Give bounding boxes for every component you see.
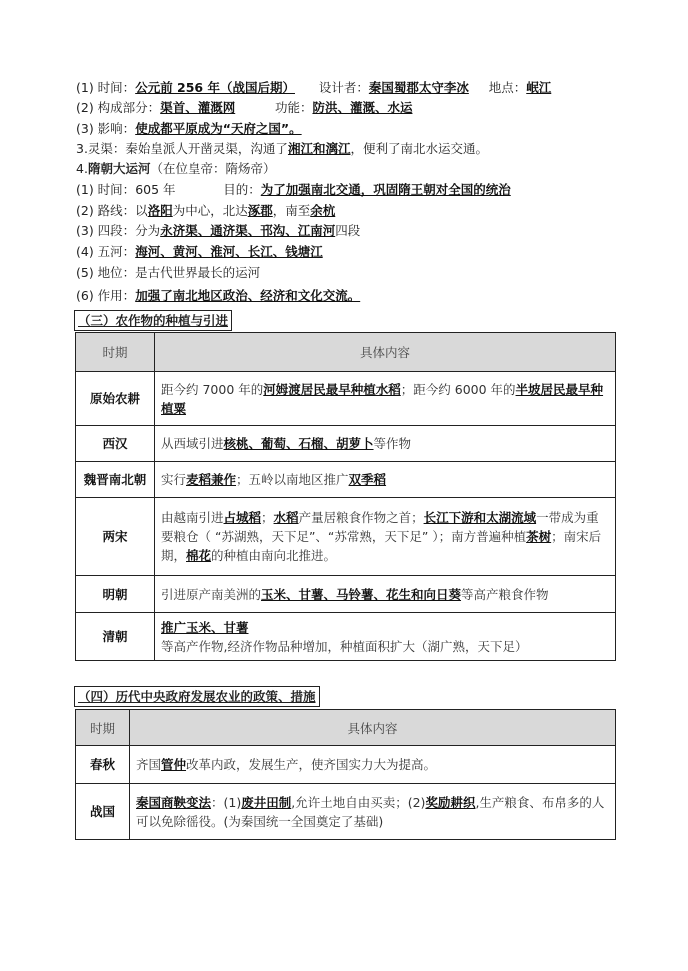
table-row (76, 426, 616, 462)
table-row (76, 746, 616, 784)
label-time: (1) 时间： (76, 80, 136, 95)
answer-north: 涿郡 (247, 203, 273, 218)
cell-text: 等高产粮食作物 (461, 586, 549, 602)
col-period: 时期 (76, 333, 155, 372)
cell-key: 奖励耕织 (425, 794, 476, 810)
answer-time: 公元前 256 年（战国后期） (135, 80, 295, 95)
cell-key: 茶树 (526, 529, 552, 544)
section-3-heading: （三）农作物的种植与引进 (74, 310, 232, 331)
label-location: 地点： (488, 80, 527, 95)
cell-key: 废井田制 (241, 794, 292, 810)
section-4-heading: （四）历代中央政府发展农业的政策、措施 (74, 686, 320, 707)
cell-text: 齐国 (136, 757, 162, 772)
item-number: 4. (76, 161, 88, 176)
cell-key: 推广玉米、甘薯 (161, 619, 249, 635)
period-cell: 西汉 (76, 426, 155, 462)
cell-key: 管仲 (161, 757, 187, 772)
cell-text: ,允许土地自由买卖；(2) (291, 794, 426, 810)
table-row (76, 613, 616, 661)
cell-text: ；五岭以南地区推广 (236, 472, 349, 487)
cell-text: 等高产作物,经济作物品种增加，种植面积扩大（湖广熟，天下足） (161, 638, 528, 654)
content-cell (130, 784, 616, 840)
cell-key: 占城稻 (223, 510, 262, 525)
content-cell (155, 576, 616, 613)
table-row (76, 784, 616, 840)
grand-canal-title: 隋朝大运河 (87, 161, 151, 176)
col-period: 时期 (76, 710, 130, 746)
label-parts: (2) 构成部分： (76, 100, 161, 115)
cell-text: ：(1) (211, 794, 242, 810)
answer-location: 岷江 (526, 80, 552, 95)
table-row (76, 462, 616, 498)
canal-status-line (76, 263, 260, 282)
content-cell (155, 498, 616, 576)
cell-key: 秦国商鞅变法 (136, 794, 212, 810)
cell-text: 距今约 7000 年的 (161, 381, 264, 397)
label-impact: (3) 影响： (76, 121, 136, 136)
answer-year: 605 年 (135, 182, 176, 197)
period-cell: 春秋 (76, 746, 130, 784)
emperor-note: （在位皇帝：隋炀帝） (150, 161, 276, 176)
route-text-3: ，南至 (272, 203, 311, 218)
answer-designer: 秦国蜀郡太守李冰 (368, 80, 469, 95)
cell-text: 产量居粮食作物之首； (298, 510, 424, 525)
col-content: 具体内容 (155, 333, 616, 372)
cell-key: 棉花 (186, 548, 212, 563)
cell-text: ；南宋后期， (161, 529, 602, 563)
canal-sections-line (76, 221, 360, 240)
cell-text: 实行 (161, 472, 187, 487)
content-cell (155, 613, 616, 661)
lingqu-text: 3.灵渠：秦始皇派人开凿灵渠，沟通了 (76, 141, 288, 156)
cell-key: 麦稻兼作 (186, 472, 237, 487)
answer-purpose: 为了加强南北交通，巩固隋王朝对全国的统治 (260, 182, 511, 197)
grand-canal-heading (76, 159, 275, 178)
canal-time-line (76, 180, 511, 199)
route-text: (2) 路线：以 (76, 203, 148, 218)
cell-text: ,生产粮食、布帛多的人可以免除徭役。(为秦国统一全国奠定了基础) (136, 794, 605, 829)
dujiangyan-parts-line (76, 98, 412, 117)
period-cell: 原始农耕 (76, 372, 155, 426)
cell-text: ；距今约 6000 年的 (400, 381, 516, 397)
table-row (76, 498, 616, 576)
rivers-label: (4) 五河： (76, 244, 136, 259)
period-cell: 明朝 (76, 576, 155, 613)
period-cell: 战国 (76, 784, 130, 840)
answer-five-rivers: 海河、黄河、淮河、长江、钱塘江 (135, 244, 323, 259)
canal-effect-line (76, 286, 360, 305)
answer-impact: 使成都平原成为“天府之国”。 (135, 121, 302, 136)
canal-rivers-line (76, 242, 323, 261)
cell-key: 长江下游和太湖流域 (423, 510, 537, 525)
label-function: 功能： (274, 100, 313, 115)
lingqu-text-end: ，便利了南北水运交通。 (350, 141, 488, 156)
answer-south: 余杭 (310, 203, 336, 218)
cell-key: 河姆渡居民最早种植水稻 (263, 381, 401, 397)
dujiangyan-time-line (76, 78, 551, 97)
crops-table (75, 332, 616, 661)
label-designer: 设计者： (318, 80, 369, 95)
cell-key: 半坡居民最早种植粟 (161, 381, 604, 416)
table-row (76, 372, 616, 426)
sections-text-end: 四段 (335, 223, 361, 238)
answer-sections: 永济渠、通济渠、邗沟、江南河 (160, 223, 336, 238)
canal-route-line (76, 201, 335, 220)
cell-key: 水稻 (273, 510, 299, 525)
cell-text: ； (261, 510, 274, 525)
sections-text: (3) 四段：分为 (76, 223, 161, 238)
cell-text: 等作物 (373, 436, 412, 451)
effect-label: (6) 作用： (76, 288, 136, 303)
cell-key: 核桃、葡萄、石榴、胡萝卜 (223, 436, 374, 451)
lingqu-line (76, 139, 488, 158)
period-cell: 两宋 (76, 498, 155, 576)
cell-text: 由越南引进 (161, 510, 224, 525)
label-time: (1) 时间： (76, 182, 136, 197)
dujiangyan-impact-line (76, 119, 302, 138)
content-cell (155, 462, 616, 498)
cell-text: 从西域引进 (161, 436, 224, 451)
cell-text: 的种植由南向北推进。 (211, 548, 337, 563)
cell-text: 一带成为重要粮仓（ “苏湖熟，天下足”、“苏常熟，天下足” ）；南方普遍种植 (161, 510, 599, 544)
content-cell (155, 372, 616, 426)
content-cell (130, 746, 616, 784)
cell-key: 玉米、甘薯、马铃薯、花生和向日葵 (261, 586, 462, 602)
table-row (76, 576, 616, 613)
cell-text: 引进原产南美洲的 (161, 586, 262, 602)
answer-center: 洛阳 (147, 203, 173, 218)
answer-rivers: 湘江和漓江 (287, 141, 351, 156)
policy-table (75, 709, 616, 840)
answer-parts: 渠首、灌溉网 (160, 100, 236, 115)
label-purpose: 目的： (223, 182, 261, 197)
answer-effect: 加强了南北地区政治、经济和文化交流。 (135, 288, 361, 303)
content-cell (155, 426, 616, 462)
period-cell: 魏晋南北朝 (76, 462, 155, 498)
col-content: 具体内容 (130, 710, 616, 746)
cell-text: 改革内政，发展生产，使齐国实力大为提高。 (186, 757, 437, 772)
answer-function: 防洪、灌溉、水运 (312, 100, 413, 115)
status-text: (5) 地位：是古代世界最长的运河 (76, 265, 261, 280)
cell-key: 双季稻 (348, 472, 387, 487)
route-text-2: 为中心，北达 (172, 203, 248, 218)
period-cell: 清朝 (76, 613, 155, 661)
